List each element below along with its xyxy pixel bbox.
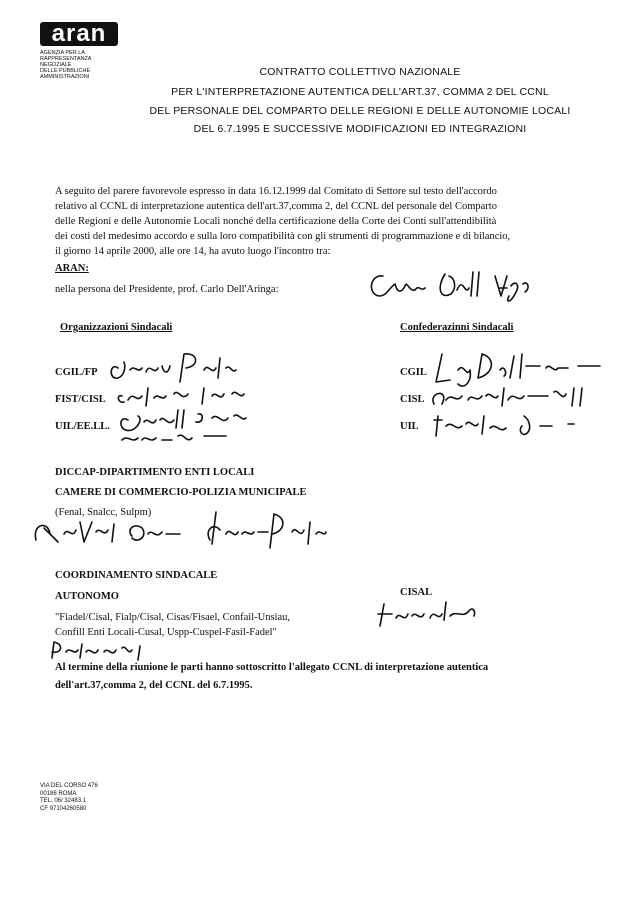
president-signature [365,266,535,306]
conf-cisl: CISL [400,394,425,405]
intro-line: A seguito del parere favorevole espresso in data 16.12.1999 dal Comitato di Settore sul testo dell'accordo [55,186,497,197]
diccap-line-2: CAMERE DI COMMERCIO-POLIZIA MUNICIPALE [55,487,307,498]
address-line: CF 97104260580 [40,805,87,812]
logo-sub-line: DELLE PUBBLICHE [40,68,91,74]
org-uil-eell: UIL/EE.LL. [55,421,110,432]
aran-person: nella persona del Presidente, prof. Carlo Dell'Aringa: [55,284,279,295]
intro-line: dei costi del medesimo accordo e sulla loro compatibilità con gli strumenti di programmazione e di bilancio, [55,231,511,242]
logo-sub-line: NEGOZIALE [40,62,72,68]
coordinamento-signature [50,638,160,664]
organizzazioni-signatures [108,348,268,448]
org-fist-cisl: FIST/CISL [55,394,106,405]
organizzazioni-heading: Organizzazioni Sindacali [60,322,173,333]
intro-line: il giorno 14 aprile 2000, alle ore 14, ha avuto luogo l'incontro tra: [55,246,331,257]
confederazioni-heading: Confederazinni Sindacali [400,322,514,333]
aran-label: ARAN: [55,263,89,274]
closing-line-1: Al termine della riunione le parti hanno sottoscritto l'allegato CCNL di interpretazione autentica [55,662,489,673]
cisal-label: CISAL [400,587,433,598]
cisal-signature [376,596,486,632]
address-line: VIA DEL CORSO 476 [40,783,98,789]
coordinamento-members-2: Confill Enti Locali-Cusal, Uspp-Cuspel-Fasil-Fadel" [55,627,277,638]
title-line-4: DEL 6.7.1995 E SUCCESSIVE MODIFICAZIONI ED INTEGRAZIONI [193,123,527,135]
title-line-1: CONTRATTO COLLETTIVO NAZIONALE [259,66,461,78]
coordinamento-line-2: AUTONOMO [55,591,119,602]
aran-logo: aran [40,22,118,46]
logo-sub-line: AGENZIA PER LA [40,50,85,56]
intro-line: relativo al CCNL di interpretazione autentica dell'art.37,comma 2, del CCNL del personale del Comparto [55,201,497,212]
intro-line: delle Regioni e delle Autonomie Locali nonché della certificazione della Corte dei Conti sull'attendibilità [55,216,497,227]
logo-sub-line: RAPPRESENTANZA [40,56,92,62]
title-line-2: PER L'INTERPRETAZIONE AUTENTICA DELL'ART.37, COMMA 2 DEL CCNL [171,86,549,98]
diccap-signatures [30,504,330,554]
diccap-members: (Fenal, Snalcc, Sulpm) [55,507,152,518]
address-block [40,783,130,813]
org-cgil-fp: CGIL/FP [55,367,98,378]
coordinamento-line-1: COORDINAMENTO SINDACALE [55,570,218,581]
intro-paragraph [55,184,600,259]
confederazioni-signatures [428,348,608,438]
conf-uil: UIL [400,421,419,432]
coordinamento-members-1: "Fiadel/Cisal, Fialp/Cisal, Cisas/Fisael, Confail-Unsiau, [55,612,290,623]
logo-sub-line: AMMINISTRAZIONI [40,74,90,80]
logo-subtitle [40,50,130,80]
conf-cgil: CGIL [400,367,427,378]
diccap-line-1: DICCAP-DIPARTIMENTO ENTI LOCALI [55,467,255,478]
address-line: 00186 ROMA [40,790,77,797]
title-line-3: DEL PERSONALE DEL COMPARTO DELLE REGIONI E DELLE AUTONOMIE LOCALI [149,105,571,117]
address-line: TEL. 06/ 32483.1 [40,798,87,804]
closing-line-2: dell'art.37,comma 2, del CCNL del 6.7.1995. [55,680,253,691]
